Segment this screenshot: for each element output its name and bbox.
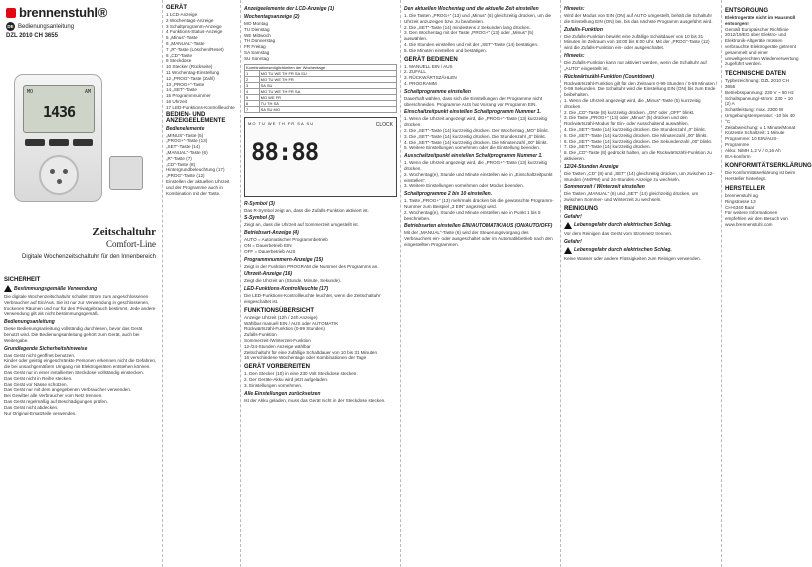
table-cell: 7 bbox=[245, 106, 260, 112]
lcd-clock-label: CLOCK bbox=[375, 121, 393, 128]
lcd-diagram bbox=[244, 117, 397, 197]
tech-data-heading: TECHNISCHE DATEN bbox=[725, 71, 786, 78]
list-item: 7. Die „SET“-Taste (14) kurzzeitig drücken. bbox=[564, 144, 651, 150]
manufacturer-heading: HERSTELLER bbox=[725, 185, 766, 192]
device-button bbox=[25, 139, 45, 146]
cleaning-heading: REINIGUNG bbox=[564, 205, 599, 212]
brand-name: brennenstuhl® bbox=[19, 5, 108, 20]
list-item: Das Gerät nur in einer installierten Steckdose vollständig einstecken. bbox=[4, 369, 144, 375]
list-item: 1. Wenn die Uhrzeit angezeigt wird, die „PROG+“-Taste (13) kurzzeitig drücken. bbox=[404, 116, 548, 128]
table-cell: SA SU bbox=[259, 82, 396, 88]
set-time-list bbox=[404, 13, 557, 54]
screen-day: MO bbox=[27, 89, 34, 95]
list-item: IEA-konform bbox=[725, 153, 751, 159]
conformity-text: Die Konformitätserklärung ist beim Hersteller hinterlegt. bbox=[725, 170, 796, 182]
list-item: Anzeige Uhrzeit (12h / 24h Anzeige) bbox=[244, 314, 318, 320]
list-item: FR Freitag bbox=[244, 44, 266, 50]
list-item: 11 Wochentag-Einstellung bbox=[166, 69, 220, 75]
screen-ampm: AM bbox=[84, 89, 91, 95]
mode-list bbox=[244, 237, 397, 254]
time-display-text: Zeigt die Uhrzeit an (Stunde, Minute, Sekunde). bbox=[244, 278, 342, 284]
weekday-combinations-table bbox=[244, 64, 397, 113]
list-item: 1. Die Tasten „PROG+“ (13) und „Minus“ (5) gleichzeitig drücken, um die Uhrzeit anzuzeigen bzw. zu bearbeiten. bbox=[404, 13, 552, 24]
functions-heading: FUNKTIONSÜBERSICHT bbox=[244, 307, 314, 314]
led-text: Die LED-Funktions-Kontrollleuchte leuchtet, wenn die Zeitschaltuhr eingeschaltet ist. bbox=[244, 293, 381, 304]
manufacturer-address bbox=[725, 193, 799, 210]
operate-list bbox=[404, 64, 557, 87]
programs-2-10-list bbox=[404, 198, 557, 221]
list-item: Das Gerät nur mit dem angegebenen Verbraucher verwenden. bbox=[4, 387, 132, 393]
manual-line bbox=[0, 22, 162, 31]
list-item: Wählbar manuell EIN / AUS oder AUTOMATIK bbox=[244, 320, 339, 326]
tech-data-list bbox=[725, 78, 799, 159]
list-item: 4. Die Stunden einstellen und mit der „SET“-Taste (14) bestätigen. bbox=[404, 41, 539, 47]
list-item: 7 „R“-Taste (Löschen/Reset) bbox=[166, 46, 224, 52]
list-item: 2 Wochentags-Anzeige bbox=[166, 17, 214, 23]
product-subtitle: Comfort-Line bbox=[106, 239, 156, 249]
list-item: 2. Die „SET“-Taste (14) kurzzeitig drücken. Der Wochentag „MO“ blinkt. bbox=[404, 127, 549, 133]
danger-warning bbox=[564, 247, 718, 254]
lcd-heading: Anzeigeelemente der LCD-Anzeige (1) bbox=[244, 6, 335, 12]
warning-icon bbox=[4, 285, 12, 292]
on-time-heading: Einschaltzeitpunkt einstellen Schaltprogramm Nummer 1. bbox=[404, 109, 541, 116]
socket-hole bbox=[50, 169, 55, 174]
list-item: ON = Dauerbetrieb EIN bbox=[244, 242, 292, 248]
dst-heading: Sommerzeit / Winterzeit einstellen bbox=[564, 184, 645, 191]
list-item: 3. Die Taste „PROG+“ (13) oder „Minus“ (5) drücken und den Rückwärtszähl-Modus für Ein- oder Ausschaltend auswählen. bbox=[564, 115, 689, 127]
list-item: OFF = Dauerbetrieb AUS bbox=[244, 248, 296, 254]
list-item: brennenstuhl ag bbox=[725, 192, 758, 198]
list-item: AUTO = Automatischer Programmbetrieb bbox=[244, 237, 328, 243]
lcd-digits: 88:88 bbox=[251, 137, 319, 166]
reset-text: Ist der Akku geladen, muss das Gerät nicht in der Steckdose stecken. bbox=[244, 397, 386, 403]
conformity-heading: KONFORMITÄTSERKLÄRUNG bbox=[725, 163, 812, 170]
list-item: 5 „Minus“-Taste bbox=[166, 35, 198, 41]
list-item: 1. Den Stecker (10) in eine 230 Volt Steckdose stecken. bbox=[244, 371, 358, 377]
functions-list bbox=[244, 315, 397, 361]
list-item: 1. MANUELL EIN / AUS bbox=[404, 63, 453, 69]
safety-section bbox=[0, 274, 162, 416]
list-item: Kinder oder geistig eingeschränkte Personen erkennen nicht die Gefahren, die bei unsachgemäßem Umgang mit Elektrogeräten entstehen können. bbox=[4, 358, 157, 370]
list-item: Akku: NiMH 1,2 V / 0,16 Ah bbox=[725, 147, 781, 153]
countdown-text: Rückwärtszähl-Funktion gilt für den Zeitraum 0-99 Stunden / 0-59 Minuten / 0-59 Sekunden. Die Schaltuhr wird die Einstellung EIN (ON) bis zum Ende beibehalten. bbox=[564, 80, 718, 98]
list-item: 12 „PROG“-Taste (Zahl) bbox=[166, 75, 215, 81]
table-cell: 3 bbox=[245, 82, 260, 88]
intended-text: Die digitale Wochenzeitschaltuhr schaltet Strom zum angeschlossenen Verbraucher auf Ein/Aus. Sie ist nur zur Verwendung in geschlossenen, trockenen Räumen und nur für den Privatgebrauch bestimmt. Jede andere Verwendung gilt als nicht bestimmungsgemäß. bbox=[4, 294, 156, 317]
time-display-heading: Uhrzeit-Anzeige (16) bbox=[244, 271, 293, 278]
programs-heading: Schaltprogramme einstellen bbox=[404, 88, 471, 95]
s-symbol-heading: S-Symbol (3) bbox=[244, 215, 275, 222]
countdown-heading: Rückwärtszähl-Funktion (Countdown) bbox=[564, 73, 654, 80]
controls-heading: BEDIEN- UND ANZEIGEELEMENTE bbox=[166, 111, 226, 124]
list-item: 4. Die „SET“-Taste (14) kurzzeitig drücken. Die Minutenzahl „00“ blinkt. bbox=[404, 139, 548, 145]
warning-intended bbox=[4, 285, 158, 292]
list-item: 4 Funktions-Status-Anzeige bbox=[166, 29, 223, 35]
disposal-heading: ENTSORGUNG bbox=[725, 8, 769, 14]
modes-heading: Betriebsarten einstellen EIN/AUTOMATIK/AUS (ON/AUTO/OFF) bbox=[404, 223, 553, 230]
list-item: TH Donnerstag bbox=[244, 38, 276, 44]
device-buttons bbox=[25, 139, 93, 146]
list-item: Das Gerät vor Nässe schützen. bbox=[4, 381, 68, 387]
plug-icon bbox=[109, 156, 143, 190]
table-cell: 2 bbox=[245, 76, 260, 82]
list-item: 5. Die „SET“-Taste (14) kurzzeitig drücken. Die Minutenzahl „00“ blinkt. bbox=[564, 132, 708, 138]
on-time-list bbox=[404, 116, 557, 151]
reset-heading: Alle Einstellungen zurücksetzen bbox=[244, 390, 321, 397]
list-item: Das Gerät nicht geöffnet benutzen. bbox=[4, 352, 76, 358]
list-item: Sommerzeit-/Winterzeit-Funktion bbox=[244, 337, 311, 343]
list-item: 2. Wochentag(e), Stunde und Minute einstellen wie in Punkt 1 bis 5 beschrieben. bbox=[404, 209, 541, 221]
functions-column bbox=[560, 0, 721, 567]
list-item: Schaltleistung: max. 2300 W bbox=[725, 107, 784, 113]
list-item: „MANUAL“-Taste (6) bbox=[166, 149, 208, 155]
danger-instruction: Keine Wasser oder andere Flüssigkeiten zum Reinigen verwenden. bbox=[564, 255, 701, 261]
device-parts-list bbox=[166, 12, 237, 111]
list-item: 15 Programmnummer bbox=[166, 93, 211, 99]
list-item: Rückwärtszähl-Funktion (0-99 Stunden) bbox=[244, 326, 325, 332]
list-item: Zeitschaltuhr für eine zufällige Schaltdauer von 10 bis 31 Minuten bbox=[244, 349, 378, 355]
list-item: 3. Weitere Einstellungen vornehmen oder Modus beenden. bbox=[404, 183, 524, 189]
manual-label: Bedienungsanleitung bbox=[18, 23, 75, 30]
list-item: 2. ZUFALL bbox=[404, 69, 426, 75]
list-item: 2. Wochentag(e), Stunde und Minute einstellen wie in „Einschaltzeitpunkt einstellen“. bbox=[404, 171, 553, 183]
device-screen bbox=[23, 85, 95, 133]
list-item: 2. Der Geräte-Akku wird jetzt aufgeladen. bbox=[244, 376, 329, 382]
list-item: 1. Wenn die Uhrzeit angezeigt wird, die „Minus“-Taste (5) kurzzeitig drücken. bbox=[564, 97, 701, 109]
set-time-heading: Den aktuellen Wochentag und die aktuelle Zeit einstellen bbox=[404, 6, 539, 12]
dst-text: Die Tasten „MANUAL“ (6) und „SET“ (14) gleichzeitig drücken, um zwischen Sommer- und Winterzeit zu wechseln. bbox=[564, 191, 699, 203]
programs-2-10-heading: Schaltprogramme 2 bis 10 einstellen. bbox=[404, 191, 493, 198]
warning-icon bbox=[564, 222, 572, 229]
socket-hole bbox=[63, 169, 68, 174]
list-item: 16 Uhrzeit bbox=[166, 98, 187, 104]
list-item: 2. Die „SET“-Taste (14) mindestens 2 Sekunden lang drücken. bbox=[404, 24, 531, 30]
list-item: 3. Die „SET“-Taste (14) kurzzeitig drücken. Die Stundenzahl „0“ blinkt. bbox=[404, 133, 546, 139]
list-item: 16 verschiedene Wochentage oder Kombinationen der Tage bbox=[244, 355, 367, 361]
list-item: Programme: 10 EIN/AUS-Programme bbox=[725, 136, 778, 147]
list-item: 3. Einstellungen vornehmen. bbox=[244, 382, 303, 388]
list-item: 3. Den Wochentag mit der Taste „PROG+“ (13) oder „Minus“ (5) auswählen. bbox=[404, 30, 534, 42]
list-item: 3. RÜCKWÄRTSZÄHLEN bbox=[404, 75, 457, 81]
prepare-list bbox=[244, 371, 397, 388]
basic-safety-heading: Grundlegende Sicherheitshinweise bbox=[4, 345, 88, 352]
weekday-heading: Wochentagsanzeige (2) bbox=[244, 14, 300, 20]
list-item: 2. Die „CD“-Taste (8) kurzzeitig drücken. „ON“ oder „OFF“ blinkt. bbox=[564, 109, 695, 115]
program-number-heading: Programmnummern-Anzeige (15) bbox=[244, 256, 323, 263]
list-item: 6. Die „SET“-Taste (14) kurzzeitig drücken. Die Sekundenzahl „00“ blinkt. bbox=[564, 138, 713, 144]
weekday-list bbox=[244, 21, 397, 62]
list-item: Typbezeichnung: DZL 2010 CH 3655 bbox=[725, 78, 789, 89]
list-item: 6 „MANUAL“-Taste bbox=[166, 40, 205, 46]
list-item: Ringstrasse 13 bbox=[725, 198, 756, 204]
danger-heading: Gefahr! bbox=[564, 213, 582, 220]
list-item: 17 LED-Funktions-Kontrollleuchte bbox=[166, 104, 235, 110]
list-item: Betriebsspannung: 230 V ~ 50 Hz bbox=[725, 89, 794, 95]
device-button bbox=[73, 139, 93, 146]
controls-list bbox=[166, 133, 237, 179]
danger-warning bbox=[564, 222, 718, 229]
list-item: Kürzeste Schaltzeit: 1 Minute bbox=[725, 130, 785, 136]
table-cell: SA SU MO bbox=[259, 106, 396, 112]
list-item: „PROG+“-Taste (13) bbox=[166, 138, 208, 144]
safety-list bbox=[4, 353, 158, 417]
random-heading: Zufalls-Funktion bbox=[564, 26, 603, 33]
manual-text: Diese Bedienungsanleitung vollständig durchlesen, bevor das Gerät benutzt wird. Die Bedienungsanleitung gehört zum Gerät, auch bei Weitergabe. bbox=[4, 326, 143, 343]
device-button bbox=[49, 139, 69, 146]
table-cell: MO TU WE TH FR SA SU bbox=[259, 70, 396, 76]
cover-column bbox=[0, 0, 162, 567]
list-item: 5. Weitere Einstellungen vornehmen oder die Einstellung beenden. bbox=[404, 145, 541, 151]
program-number-text: Zeigt in der Funktion PROGRAM die Nummer des Programms an. bbox=[244, 263, 379, 269]
note-text: Die Zufalls-Funktion kann nur aktiviert werden, wenn die Schaltuhr auf „AUTO“ eingestellt ist. bbox=[564, 59, 707, 71]
list-item: Nur Original-Ersatzteile verwenden. bbox=[4, 410, 77, 416]
s-symbol-text: Zeigt an, dass die Uhrzeit auf Sommerzeit umgestellt ist. bbox=[244, 222, 359, 228]
table-cell: TU TH SA bbox=[259, 100, 396, 106]
list-item: 4. PROGRAMM bbox=[404, 80, 437, 86]
table-cell: MO WE FR bbox=[259, 94, 396, 100]
list-item: 8 „CD“-Taste bbox=[166, 52, 193, 58]
lcd-days: MO TU WE TH FR SA SU bbox=[248, 120, 315, 126]
list-item: 1. Taste „PROG+“ (13) mehrmals drücken bis die gewünschte Programm-Nummer zum Beispiel „3 EIN“ angezeigt wird. bbox=[404, 198, 554, 209]
device-column bbox=[162, 0, 240, 567]
note-heading: Hinweis: bbox=[564, 6, 585, 12]
list-item: 1. Wenn die Uhrzeit angezeigt wird, die „PROG+“-Taste (13) kurzzeitig drücken. bbox=[404, 160, 548, 171]
danger-text: Lebensgefahr durch elektrischen Schlag. bbox=[574, 247, 672, 254]
list-item: Das Gerät nicht in Reihe stecken. bbox=[4, 375, 73, 381]
table-row bbox=[245, 106, 397, 112]
warning-icon bbox=[564, 247, 572, 254]
modes-text: Mit der „MANUAL“-Taste (6) wird der Steuerungsvorgang des Verbrauchers ein- oder ausgeschaltet oder im Automatikbetrieb nach den eingestellten Programmen. bbox=[404, 230, 553, 247]
list-item: „MINUS“-Taste (5) bbox=[166, 132, 204, 138]
display-column bbox=[240, 0, 400, 567]
operation-column bbox=[400, 0, 560, 567]
list-item: Bei Gewitter alle Verbraucher vom Netz trennen. bbox=[4, 393, 103, 399]
brand-logo bbox=[0, 0, 162, 22]
countdown-list bbox=[564, 98, 718, 162]
manual-heading: Bedienungsanleitung bbox=[4, 319, 55, 326]
screen-time: 1436 bbox=[42, 103, 76, 121]
list-item: 1 LCD-Anzeige bbox=[166, 12, 198, 17]
hour-format-text: Die Tasten „CD“ (8) und „SET“ (14) gleichzeitig drücken, um zwischen 12-Stunden (AM/PM) und 24-Stunden Anzeige zu wechseln. bbox=[564, 170, 714, 182]
hour-format-heading: 12/24-Stunden Anzeige bbox=[564, 163, 619, 170]
danger-heading: Gefahr! bbox=[564, 238, 582, 245]
danger-text: Lebensgefahr durch elektrischen Schlag. bbox=[574, 222, 672, 229]
controls-text: Einstellen der aktuellen Uhrzeit und der Programme auch in Kombination mit der Taste. bbox=[166, 178, 230, 196]
list-item: 5. Die Minuten einstellen und bestätigen. bbox=[404, 47, 487, 53]
table-cell: 6 bbox=[245, 100, 260, 106]
list-item: 4. Die „SET“-Taste (14) kurzzeitig drücken. Die Stundenzahl „0“ blinkt. bbox=[564, 126, 706, 132]
disposal-column bbox=[721, 0, 812, 567]
list-item: 12-/24-Stunden Anzeige wählbar bbox=[244, 343, 311, 349]
r-symbol-text: Das R-Symbol zeigt an, dass die Zufalls-Funktion aktiviert ist. bbox=[244, 207, 369, 213]
socket-icon bbox=[39, 155, 79, 195]
led-heading: LED-Funktions-Kontrollleuchte (17) bbox=[244, 286, 329, 293]
list-item: „SET“-Taste (14) bbox=[166, 144, 200, 150]
list-item: SA Samstag bbox=[244, 49, 270, 55]
list-item: SU Sonntag bbox=[244, 55, 269, 61]
list-item: „PROG“-Taste (12) bbox=[166, 173, 205, 179]
intended-heading: Bestimmungsgemäße Verwendung bbox=[14, 285, 98, 292]
random-text: Die Zufalls-Funktion bewirkt eine zufällige Schaltdauer von 10 bis 31 Minuten im Zeitraum von 18:00 bis 6:00 Uhr. Mit der „PROG“-Taste (12) wird die Zufalls-Funktion ein- oder ausgeschaltet. bbox=[564, 33, 710, 51]
list-item: „CD“-Taste (8) bbox=[166, 161, 196, 167]
list-item: Umgebungstemperatur: -10 bis 40 °C bbox=[725, 112, 795, 124]
list-item: 10 Stecker (Rückseite) bbox=[166, 64, 213, 70]
socket-hole bbox=[57, 179, 62, 184]
list-item: TU Dienstag bbox=[244, 26, 270, 32]
model-number: DZL 2010 CH 3655 bbox=[6, 33, 58, 39]
list-item: Zeitabweichung: ± 1 Minute/Monat bbox=[725, 124, 796, 130]
list-item: 13 „PROG+“-Taste bbox=[166, 81, 205, 87]
list-item: MO Montag bbox=[244, 21, 268, 26]
list-item: „R“-Taste (7) bbox=[166, 155, 192, 161]
list-item: WE Mittwoch bbox=[244, 32, 271, 38]
list-item: CH-6340 Baar bbox=[725, 204, 755, 210]
list-item: Hintergrundbeleuchtung (17) bbox=[166, 167, 225, 173]
device-heading: GERÄT bbox=[166, 5, 187, 11]
off-time-heading: Ausschaltzeitpunkt einstellen Schaltprogramm Nummer 1. bbox=[404, 153, 543, 160]
list-item: 14 „SET“-Taste bbox=[166, 87, 197, 93]
table-cell: 4 bbox=[245, 88, 260, 94]
operate-heading: GERÄT BEDIENEN bbox=[404, 56, 458, 63]
programs-text: Dauerhaft wählen, dass sich die Einstellungen der Programme nicht überschneiden. Programme AUS hat Vorrang vor Programm EIN. bbox=[404, 95, 543, 107]
manufacturer-text: Für weitere Informationen empfehlen wir den Besuch von www.brennenstuhl.com bbox=[725, 210, 788, 227]
table-cell: MO TU WE TH FR bbox=[259, 76, 396, 82]
brand-mark-icon bbox=[6, 8, 16, 18]
device-illustration bbox=[14, 74, 146, 202]
list-item: 3 Schaltprogramm-Anzeige bbox=[166, 23, 222, 29]
list-item: 8. Die „CD“-Taste (8) gedrückt halten, um die Rückwärtszähl-Funktion zu aktivieren. bbox=[564, 150, 712, 161]
table-cell: MO TU WE TH FR SA bbox=[259, 88, 396, 94]
note-heading: Hinweis: bbox=[564, 52, 585, 59]
danger-instruction: Vor dem Reinigen das Gerät vom Stromnetz trennen. bbox=[564, 230, 673, 236]
controls-subheading: Bedienelemente bbox=[166, 125, 205, 132]
list-item: Das Gerät nicht abdecken. bbox=[4, 404, 59, 410]
table-cell: 1 bbox=[245, 70, 260, 76]
list-item: 9 Steckdose bbox=[166, 58, 192, 64]
safety-heading: SICHERHEIT bbox=[4, 277, 41, 283]
product-description: Digitale Wochenzeitschaltuhr für den Innenbereich bbox=[22, 254, 156, 260]
prepare-heading: GERÄT VORBEREITEN bbox=[244, 364, 311, 371]
table-header: Kombinationsmöglichkeiten der Wochentage bbox=[245, 64, 397, 70]
product-title: Zeitschaltuhr bbox=[92, 226, 156, 238]
list-item: Zufalls-Funktion bbox=[244, 332, 277, 338]
off-time-list bbox=[404, 160, 557, 189]
disposal-warning: Elektrogeräte nicht im Hausmüll entsorgen! bbox=[725, 15, 796, 26]
timer-device bbox=[14, 74, 102, 202]
note-text: Wird der Modus von EIN (ON) auf AUTO umgestellt, behält die Schaltuhr die Einstellung EIN (ON) bei, bis das nächste Programm ausgeführt wird. bbox=[564, 13, 713, 24]
list-item: Schaltspannung/-strom: 230 ~ 10 (2) A bbox=[725, 95, 793, 107]
mode-heading: Betriebsart-Anzeige (4) bbox=[244, 230, 299, 237]
r-symbol-heading: R-Symbol (3) bbox=[244, 200, 275, 207]
list-item: Das Gerät regelmäßig auf Beschädigungen prüfen. bbox=[4, 398, 108, 404]
disposal-text: Gemäß Europäischer Richtlinie 2012/19/EG über Elektro- und Elektronik-Altgeräte müssen verbrauchte Elektrogeräte getrennt gesammelt und einer umweltgerechten Wiederverwertung zugeführt werden. bbox=[725, 26, 799, 67]
table-cell: 5 bbox=[245, 94, 260, 100]
language-badge: DE bbox=[7, 24, 14, 29]
